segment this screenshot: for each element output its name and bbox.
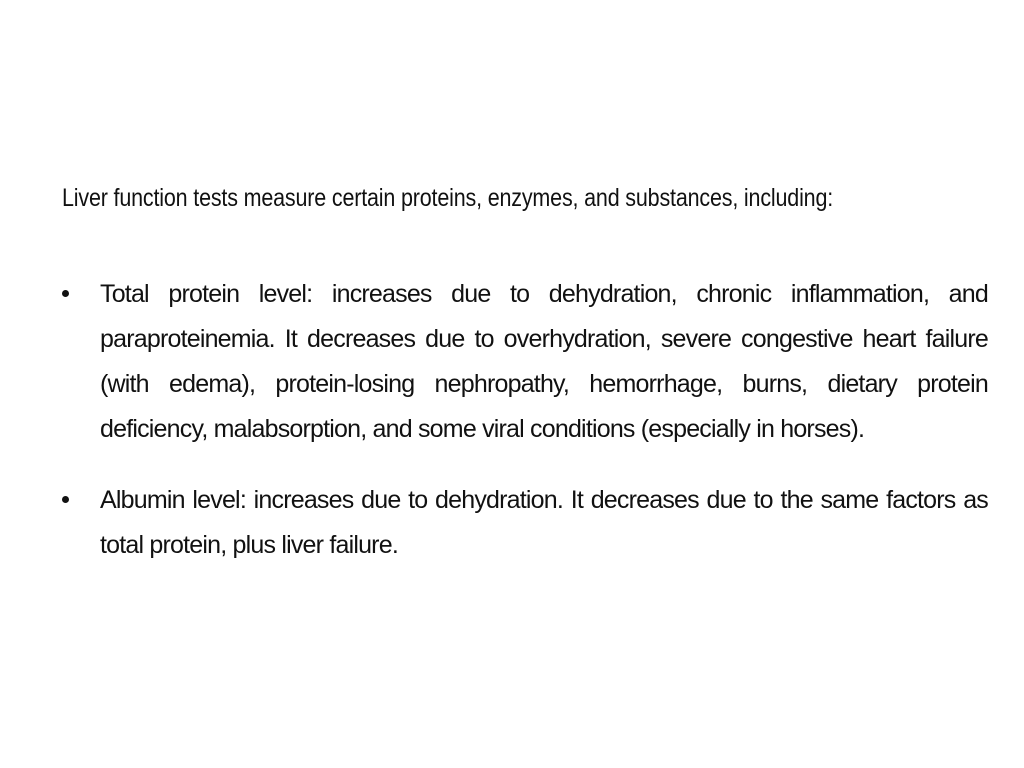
bullet-text: Total protein level: increases due to dehydration, chronic inflammation, and paraproteinemia. It decreases due to overhydration, severe congestive heart failure (with edema), protein-losing nephropathy, hemorrhage, burns, dietary protein deficiency, malabsorption, and some viral conditions (especially in horses).: [100, 280, 988, 443]
bullet-item-albumin: [62, 478, 988, 568]
bullet-list: [62, 272, 988, 594]
intro-paragraph: Liver function tests measure certain proteins, enzymes, and substances, including:: [62, 184, 834, 212]
bullet-item-total-protein: [62, 272, 988, 452]
bullet-text: Albumin level: increases due to dehydration. It decreases due to the same factors as total protein, plus liver failure.: [100, 486, 988, 559]
bullet-dot-icon: [62, 496, 69, 503]
bullet-dot-icon: [62, 290, 69, 297]
